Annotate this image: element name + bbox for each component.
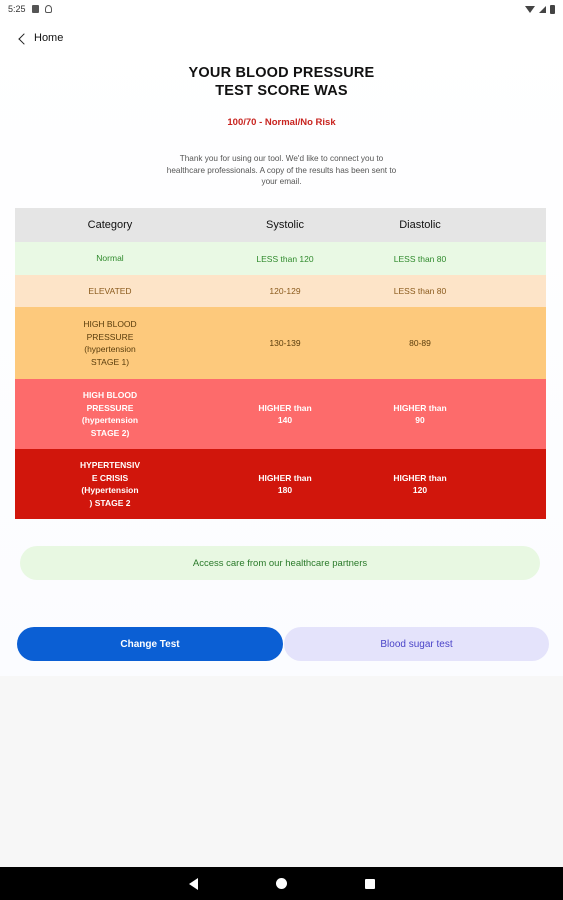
diastolic-text-line: 120 [412,485,428,495]
systolic-cell [205,472,365,497]
battery-icon [550,5,555,14]
change-test-button[interactable]: Change Test [17,627,283,661]
category-text-line: HIGH BLOOD [83,319,137,329]
nav-recents-icon[interactable] [365,879,375,889]
table-row-elevated [15,275,546,307]
table-row-crisis [15,449,546,519]
title-line-2: TEST SCORE WAS [215,83,348,99]
category-text-line: (hypertension [84,344,136,354]
thank-you-note: Thank you for using our tool. We'd like to connect you to healthcare professionals. A copy of the results has been sent to your email. [166,154,397,186]
diastolic-text: 80-89 [409,338,431,348]
category-cell [15,252,205,265]
diastolic-cell [365,338,475,348]
diastolic-text-line: 90 [415,415,425,425]
systolic-cell [205,338,365,348]
systolic-text-line: 180 [277,485,293,495]
category-text: Normal [96,253,124,264]
diastolic-text-line: HIGHER than [393,402,447,413]
diastolic-cell [365,402,475,427]
table-row-stage-2 [15,379,546,449]
status-time: 5:25 [8,4,26,14]
diastolic-text: LESS than 80 [393,253,447,264]
access-care-button[interactable]: Access care from our healthcare partners [20,546,540,580]
page-title [0,64,563,100]
category-text-line: HIGH BLOOD [82,390,138,400]
diastolic-text-line: HIGHER than [393,472,447,483]
table-row-normal [15,242,546,275]
blood-pressure-table [15,208,546,519]
category-cell [15,389,205,439]
category-text-line: (Hypertension [81,485,139,495]
systolic-cell [205,254,365,264]
header-systolic: Systolic [266,219,304,231]
back-home-button[interactable] [20,32,63,44]
systolic-cell [205,286,365,296]
nav-back-icon[interactable] [189,878,198,890]
systolic-cell [205,402,365,427]
category-text-line: STAGE 2) [90,427,130,438]
category-cell [15,459,205,509]
system-nav-bar [0,867,563,900]
category-text-line: (hypertension [81,415,139,425]
category-text-line: PRESSURE [86,402,134,413]
systolic-text-line: 140 [277,415,293,425]
main-content [0,18,563,676]
category-text-line: ) STAGE 2 [89,497,131,508]
status-bar [0,0,563,18]
score-result: 100/70 - Normal/No Risk [227,117,336,128]
table-header-row [15,208,546,242]
diastolic-cell [365,472,475,497]
systolic-text: LESS than 120 [256,253,314,264]
systolic-text-line: HIGHER than [258,402,312,413]
header-category: Category [87,219,133,231]
blood-sugar-test-button[interactable]: Blood sugar test [284,627,549,661]
signal-icon [539,6,546,13]
diastolic-cell [365,254,475,264]
sim-icon [32,5,39,13]
header-diastolic: Diastolic [399,219,441,231]
category-cell [15,318,205,368]
category-cell [15,286,205,296]
table-row-stage-1 [15,307,546,379]
title-line-1: YOUR BLOOD PRESSURE [188,65,375,81]
chevron-left-icon [18,33,29,44]
category-text-line: E CRISIS [91,472,129,483]
systolic-text-line: HIGHER than [258,472,312,483]
category-text-line: HYPERTENSIV [80,460,140,470]
category-text-line: STAGE 1) [90,356,130,367]
category-text: ELEVATED [88,286,132,296]
systolic-text: 130-139 [269,338,301,348]
diastolic-cell [365,286,475,296]
category-text-line: PRESSURE [86,331,134,342]
diastolic-text: LESS than 80 [393,286,447,296]
notification-icon [45,5,52,13]
nav-home-icon[interactable] [276,878,287,889]
back-home-label: Home [34,32,64,44]
systolic-text: 120-129 [269,286,301,296]
wifi-icon [525,6,535,13]
